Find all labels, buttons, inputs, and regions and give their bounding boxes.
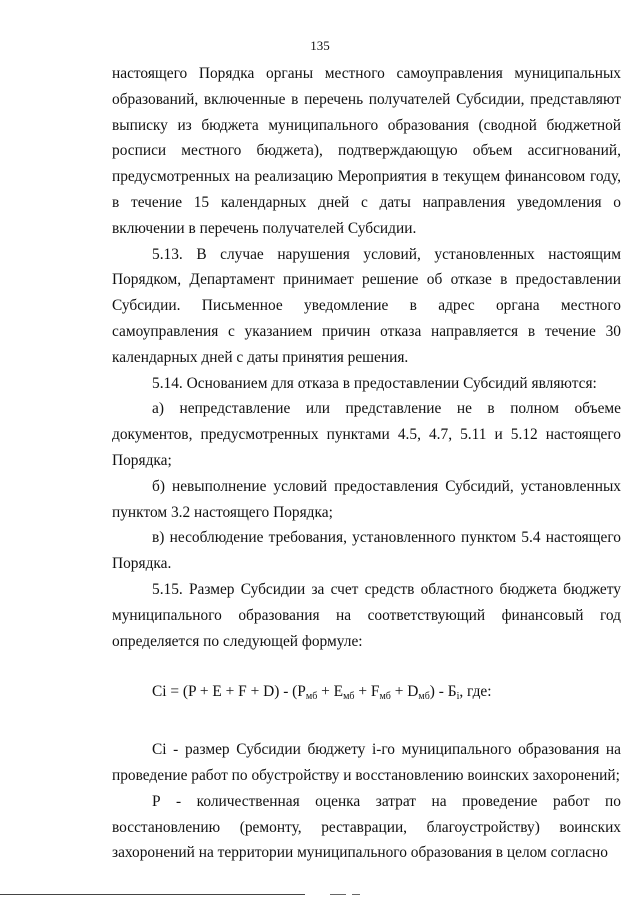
scan-artifact-dash [352, 894, 360, 895]
list-item-b: б) невыполнение условий предоставления Субсидий, установленных пунктом 3.2 настоящего Порядка; [112, 477, 621, 521]
formula-sub-3: мб [379, 691, 391, 703]
formula-part-2: + F [354, 683, 380, 701]
formula-sub-4: мб [418, 691, 430, 703]
formula-head: Сi = (P + E + F + D) - (P [152, 683, 306, 701]
formula-sub-2: мб [343, 691, 355, 703]
paragraph-5-14: 5.14. Основанием для отказа в предоставлении Субсидий являются: [152, 374, 597, 392]
scan-artifact-line [0, 894, 305, 895]
list-item-v: в) несоблюдение требования, установленного пунктом 5.4 настоящего Порядка. [112, 529, 621, 573]
formula-part-4: ) - Б [429, 683, 457, 701]
paragraph-5-13: 5.13. В случае нарушения условий, установленных настоящим Порядком, Департамент принимает решение об отказе в предоставлении Субсидии. Письменное уведомление в адрес органа местного самоуправления с указанием причин отказа направляется в течение 30 календарных дней с даты принятия решения. [112, 245, 621, 366]
formula-sub-1: мб [305, 691, 318, 703]
page-number: 135 [310, 38, 330, 53]
list-item-a: а) непредставление или представление не в полном объеме документов, предусмотренных пунктами 4.5, 4.7, 5.11 и 5.12 настоящего Порядка; [112, 400, 621, 469]
paragraph-5-15: 5.15. Размер Субсидии за счет средств областного бюджета бюджету муниципального образования на соответствующий финансовый год определяется по следующей формуле: [112, 580, 621, 650]
subsidy-formula [112, 679, 621, 705]
formula-part-3: + D [390, 683, 419, 701]
definition-ci: Сi - размер Субсидии бюджету i-го муниципального образования на проведение работ по обустройству и восстановлению воинских захоронений; [112, 741, 621, 784]
formula-tail: , где: [459, 683, 492, 701]
paragraph-continuation: настоящего Порядка органы местного самоуправления муниципальных образований, включенные в перечень получателей Субсидии, представляют выписку из бюджета муниципального образования (сводной бюджетной росписи местного бюджета), подтверждающую объем ассигнований, предусмотренных на реализацию Мероприятия в текущем финансовом году, в течение 15 календарных дней с даты направления уведомления о включении в перечень получателей Субсидии. [112, 65, 621, 237]
scan-artifact-dash [330, 894, 346, 895]
formula-sub-5: i [456, 691, 460, 703]
document-body [112, 61, 621, 866]
definition-p: Р - количественная оценка затрат на проведение работ по восстановлению (ремонту, реставрации, благоустройству) воинских захоронений на территории муниципального образования в целом согласно [112, 792, 621, 862]
formula-part-1: + E [317, 683, 344, 701]
